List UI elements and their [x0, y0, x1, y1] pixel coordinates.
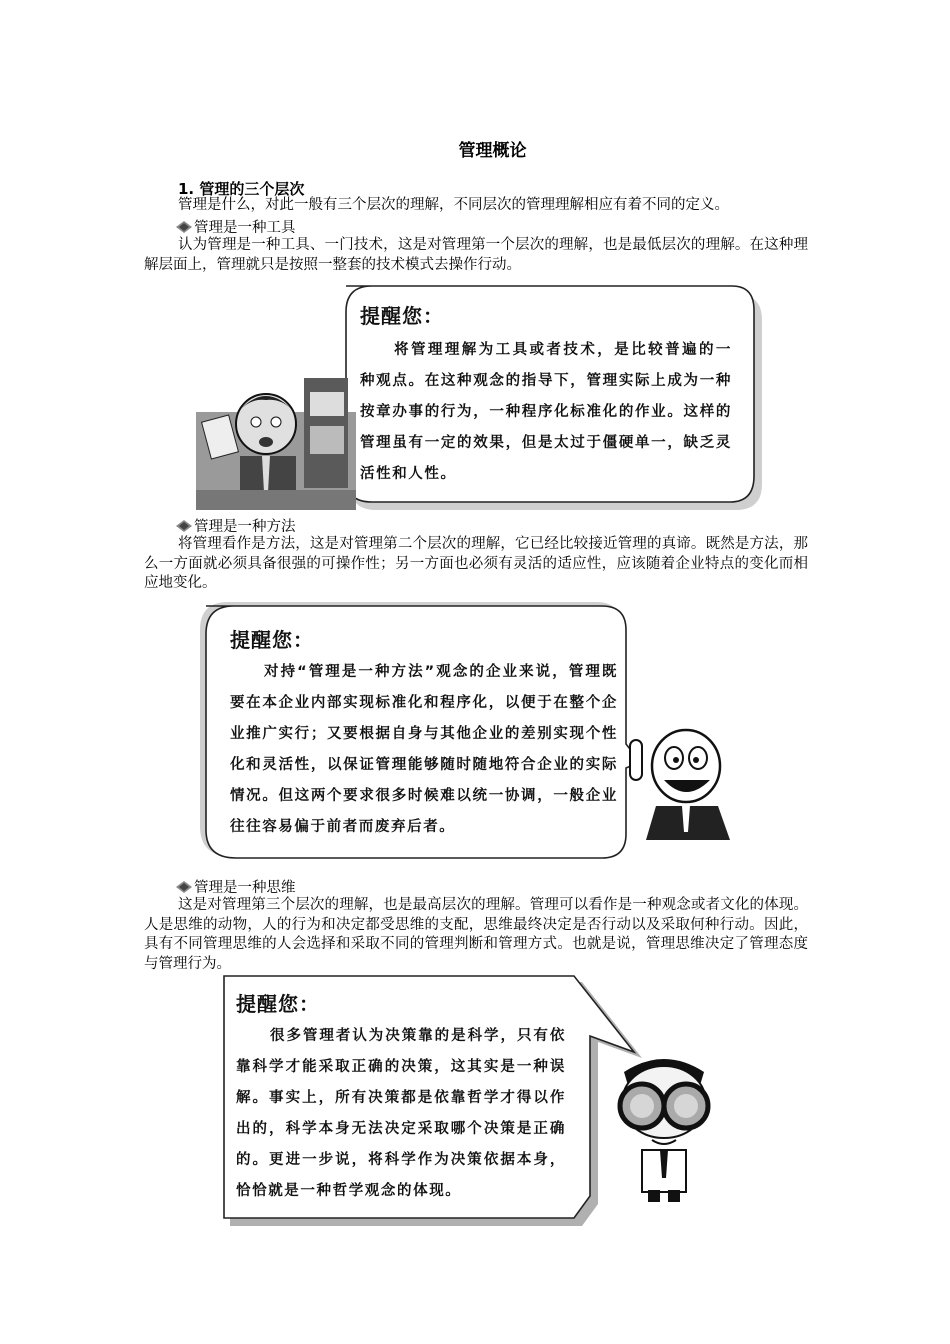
callout-3-title: 提醒您：	[236, 992, 320, 1016]
bullet-thinking	[176, 876, 296, 897]
callout-3	[236, 988, 566, 1207]
callout-2-title: 提醒您：	[230, 628, 314, 652]
section-heading: 1. 管理的三个层次	[178, 180, 305, 198]
callout-3-body: 很多管理者认为决策靠的是科学，只有依靠科学才能采取正确的决策，这其实是一种误解。事实上，所有决策都是依靠哲学才得以作出的，科学本身无法决定采取哪个决策是正确的。更进一步说，将科学作为决策依据本身，恰恰就是一种哲学观念的体现。	[236, 1028, 566, 1199]
callout-1	[360, 300, 732, 490]
callout-1-title: 提醒您：	[360, 304, 444, 328]
intro-paragraph: 管理是什么，对此一般有三个层次的理解，不同层次的管理理解相应有着不同的定义。	[178, 197, 729, 213]
bullet-label: 管理是一种方法	[194, 519, 296, 535]
callout-1-body: 将管理理解为工具或者技术，是比较普遍的一种观点。在这种观念的指导下，管理实际上成为一种按章办事的行为，一种程序化标准化的作业。这样的管理虽有一定的效果，但是太过于僵硬单一，缺乏灵活性和人性。	[360, 342, 732, 482]
bullet-tool	[176, 216, 296, 237]
diamond-bullet-icon	[176, 520, 192, 532]
page-title: 管理概论	[458, 141, 527, 161]
level-1-paragraph: 认为管理是一种工具、一门技术，这是对管理第一个层次的理解，也是最低层次的理解。在这种理解层面上，管理就只是按照一整套的技术模式去操作行动。	[144, 237, 808, 273]
callout-2	[230, 624, 618, 843]
callout-2-body: 对持“管理是一种方法”观念的企业来说，管理既要在本企业内部实现标准化和程序化，以便于在整个企业推广实行；又要根据自身与其他企业的差别实现个性化和灵活性，以保证管理能够随时随地符合企业的实际情况。但这两个要求很多时候难以统一协调，一般企业往往容易偏于前者而废弃后者。	[230, 664, 618, 835]
level-3-paragraph: 这是对管理第三个层次的理解，也是最高层次的理解。管理可以看作是一种观念或者文化的体现。人是思维的动物，人的行为和决定都受思维的支配，思维最终决定是否行动以及采取何种行动。因此，具有不同管理思维的人会选择和采取不同的管理判断和管理方式。也就是说，管理思维决定了管理态度与管理行为。	[144, 897, 808, 972]
diamond-bullet-icon	[176, 881, 192, 893]
cartoon-busy-man-icon	[196, 372, 356, 510]
bullet-method	[176, 515, 296, 536]
cartoon-pointing-man-icon	[626, 720, 756, 842]
bullet-label: 管理是一种工具	[194, 220, 296, 236]
level-2-paragraph: 将管理看作是方法，这是对管理第二个层次的理解，它已经比较接近管理的真谛。既然是方法，那么一方面就必须具备很强的可操作性；另一方面也必须有灵活的适应性，应该随着企业特点的变化而相应地变化。	[144, 536, 808, 591]
diamond-bullet-icon	[176, 221, 192, 233]
cartoon-glasses-man-icon	[598, 1052, 730, 1202]
bullet-label: 管理是一种思维	[194, 880, 296, 896]
